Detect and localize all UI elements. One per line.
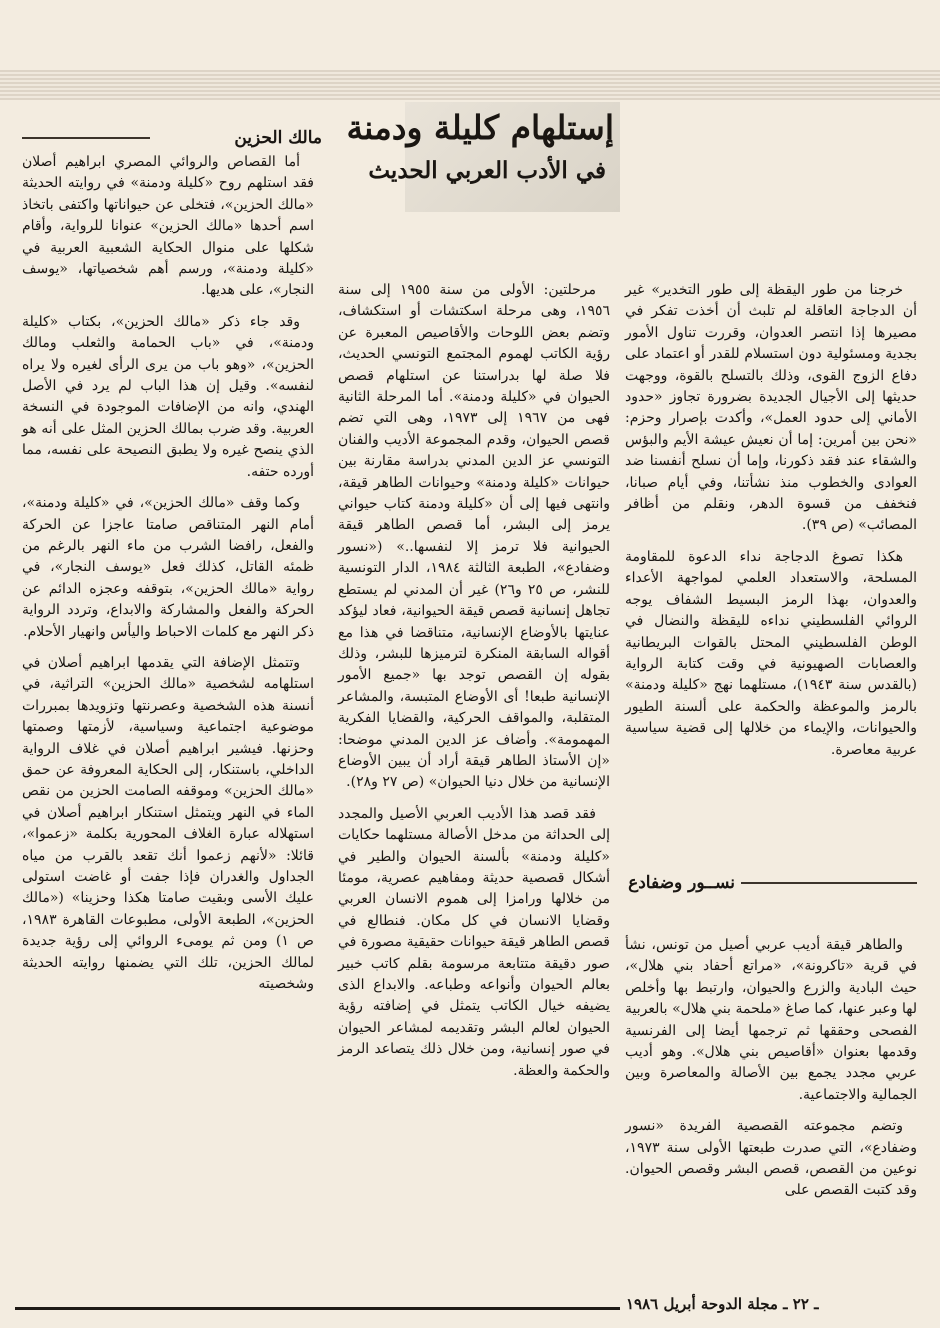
header-band [0, 70, 940, 100]
paragraph: خرجنا من طور اليقظة إلى طور التخدير» غير أن الدجاجة العاقلة لم تلبث أن أخذت تفكر في مصيرها إذا انتصر العدوان، وقررت تناول الأمور بجدية ومسئولية دون استسلام للقدر أو اعتماد على دفاع الزوج القوى، وذلك بالتسلح بالقوة، ووجهت حديثها إلى الأجيال الجديدة بضرورة تجاوز «حدود الأماني إلى حدود العمل»، وأكدت بإصرار وحزم: «نحن بين أمرين: إما أن نعيش عيشة الأيم والبؤس والشقاء عند فقد ذكورنا، وإما أن نسلح أنفسنا ضد العوادى والخطوب منذ نشأتنا، وفي أيام صبانا، فنخفف من قسوة الدهر، ونقلم من أظافر المصائب» (ص ٣٩). [625, 282, 917, 534]
paragraph: وتتمثل الإضافة التي يقدمها ابراهيم أصلان في استلهامه لشخصية «مالك الحزين» التراثية، في أنسنة هذه الشخصية وعصرنتها وتزويدها بمبررات موضوعية اجتماعية وسياسية، لأزمتها وصمتها وحزنها. فيشير ابراهيم أصلان في غلاف الرواية الداخلي، باستنكار، إلى الحكاية المعروفة عن حمق «مالك الحزين» وموقفه الصامت الحزين من نقص الماء في النهر ويتمثل استنكار ابراهيم أصلان في استهلاله عبارة الغلاف المحورية بكلمة «زعموا»، قائلا: «لأنهم زعموا أنك تقعد بالقرب من مياه الجداول والغدران فإذا جفت أو غاضت استولى عليك الأسى وبقيت صامتا هكذا وحزينا» («مالك الحزين»، الطبعة الأولى، مطبوعات القاهرة ١٩٨٣، ص ١) ومن ثم يومىء الروائي إلى رؤية جديدة لمالك الحزين، تلك التي يضمنها روايته الحديثة وشخصيته [22, 654, 314, 993]
page-footer [0, 1293, 940, 1321]
column-left [22, 152, 314, 1005]
paragraph: هكذا تصوغ الدجاجة نداء الدعوة للمقاومة المسلحة، والاستعداد العلمي لمواجهة الأعداء والعدوان، بهذا الرمز البسيط الشفاف يوجه الروائي الفلسطيني نداءه لليقظة والنضال في الوطن الفلسطيني المحتل بالقوات البريطانية والعصابات الصهيونية في وقت كتابة الرواية (بالقدس سنة ١٩٤٣)، مستلهما نهج «كليلة ودمنة» بالرمز والموعظة والحكمة على ألسنة الطيور والحيوانات، والإيماء من خلالها إلى قضية سياسية عربية معاصرة. [625, 548, 917, 758]
article-title: إستلهام كليلة ودمنة [346, 108, 614, 147]
paragraph: أما القصاص والروائي المصري ابراهيم أصلان فقد استلهم روح «كليلة ودمنة» في روايته الحديثة «مالك الحزين»، فتخلى عن حيواناتها واكتفى باتخاذ اسم أحدها «مالك الحزين» عنوانا للرواية، وأقام شكلها على منوال الحكاية الشعبية العربية في «كليلة ودمنة»، ورسم أهم شخصياتها، «يوسف النجار»، على هديها. [22, 154, 314, 299]
column-middle [338, 280, 610, 1092]
paragraph: مرحلتين: الأولى من سنة ١٩٥٥ إلى سنة ١٩٥٦، وهى مرحلة اسكتشات أو استكشاف، وتضم بعض اللوحات والأقاصيص المعبرة عن رؤية الكاتب لهموم المجتمع التونسي الحديث، فلا صلة لها بدراستنا عن استلهام قصص الحيوان في «كليلة ودمنة». أما المرحلة الثانية فهى من ١٩٦٧ إلى ١٩٧٣، وهى التي تضم قصص الحيوان، وقدم المجموعة الأديب والفنان التونسي عز الدين المدني بدراسة مقارنة بين حيوانات «كليلة ودمنة» وحيوانات الطاهر قيقة، وانتهى فيها إلى أن «كليلة ودمنة كتاب حيواني يرمز إلى البشر، أما قصص الطاهر قيقة الحيوانية فلا ترمز إلا لنفسها..» («نسور وضفادع»، الطبعة الثالثة ١٩٨٤، الدار التونسية للنشر، ص ٢٥ و٢٦) غير أن المدني لم يستطع تجاهل إنسانية قصص قيقة الحيوانية، فعاد ليؤكد عنايتها بالأوضاع الإنسانية، متناقضا في هذا مع أقواله السابقة المنكرة لترميزها للبشر، وذلك بقوله إن القصص توجد بها «جميع الأمور الإنسانية طبعا! أى الأوضاع المتبسة، والمشاعر المتقلبة، والمواقف الحركية، والقضايا الفكرية المهمومة». وأضاف عز الدين المدني موضحا: «إن الأستاذ الطاهر قيقة أراد أن يبين الأوضاع الإنسانية من خلال دنيا الحيوان» (ص ٢٧ و٢٨). [338, 282, 610, 791]
paragraph: فقد قصد هذا الأديب العربي الأصيل والمجدد إلى الحداثة من مدخل الأصالة مستلهما حكايات «كليلة ودمنة» بألسنة الحيوان والطير في أشكال قصصية حديثة ومفاهيم عصرية، مومئا من خلالها ورامزا إلى هموم الانسان العربي وقضايا الانسان في كل مكان. فنطالع في قصص الطاهر قيقة حيوانات حقيقية مصورة في صور دقيقة متتابعة مرسومة بقلم كاتب خبير بعالم الحيوان وأنواعه وطباعه. والابداع الذى يضيفه خيال الكاتب يتمثل في إضافته رؤية الحيوان لعالم البشر وتقديمه لمشاعر الحيوان في صور إنسانية، ومن خلال ذلك يتصاعد الرمز والحكمة والعظة. [338, 805, 610, 1079]
article-title-block [346, 102, 620, 212]
column-right-top [625, 280, 917, 771]
column-right-bottom [625, 935, 917, 1212]
article-subtitle: في الأدب العربي الحديث [368, 157, 606, 184]
paragraph: وكما وقف «مالك الحزين»، في «كليلة ودمنة»، أمام النهر المتناقص صامتا عاجزا عن الحركة والفعل، رافضا الشرب من ماء النهر بالرغم من ظمئه القاتل، كذلك فعل «يوسف النجار»، في رواية «مالك الحزين»، بتوقفه وعجزه الدائم عن الحركة والفعل والمشاركة والابداع، وتردد الرواية ذكر النهر مع كلمات الاحباط واليأس وانهيار الأحلام. [22, 495, 314, 640]
paragraph: وقد جاء ذكر «مالك الحزين»، بكتاب «كليلة ودمنة»، في «باب الحمامة والثعلب ومالك الحزين»، «وهو باب من يرى الرأى لغيره ولا يراه لنفسه». وقيل إن هذا الباب لم يرد في الأصل الهندي، وانه من الإضافات الموجودة في النسخة العربية. وقد ضرب بمالك الحزين المثل على أنه هو الذي ينصح غيره ولا يطبق النصيحة على نفسه، مما أورده حتفه. [22, 313, 314, 480]
footer-page-info: ـ ٢٢ ـ مجلة الدوحة أبريل ١٩٨٦ [620, 1295, 825, 1313]
section-heading-nusur: نســور وضفادع [625, 873, 741, 893]
paragraph: والطاهر قيقة أديب عربي أصيل من تونس، نشأ في قرية «تاكرونة»، «مراتع أحفاد بني هلال»، حيث البادية والزرع والحيوان، وارتبط بها وأخلص لها وعبر عنها، كما صاغ «ملحمة بني هلال» بالعربية الفصحى وحققها ثم ترجمها أيضا إلى الفرنسية وقدمها بعنوان «أقاصيص بني هلال». وهو أديب عربي مجدد يجمع بين الأصالة والمعاصرة وبين الجمالية والاجتماعية. [625, 937, 917, 1103]
paragraph: وتضم مجموعته القصصية الفريدة «نسور وضفادع»، التي صدرت طبعتها الأولى سنة ١٩٧٣، نوعين من القصص، قصص البشر وقصص الحيوان. وقد كتبت القصص على [625, 1118, 917, 1199]
section-heading-malik: مالك الحزين [150, 128, 322, 148]
